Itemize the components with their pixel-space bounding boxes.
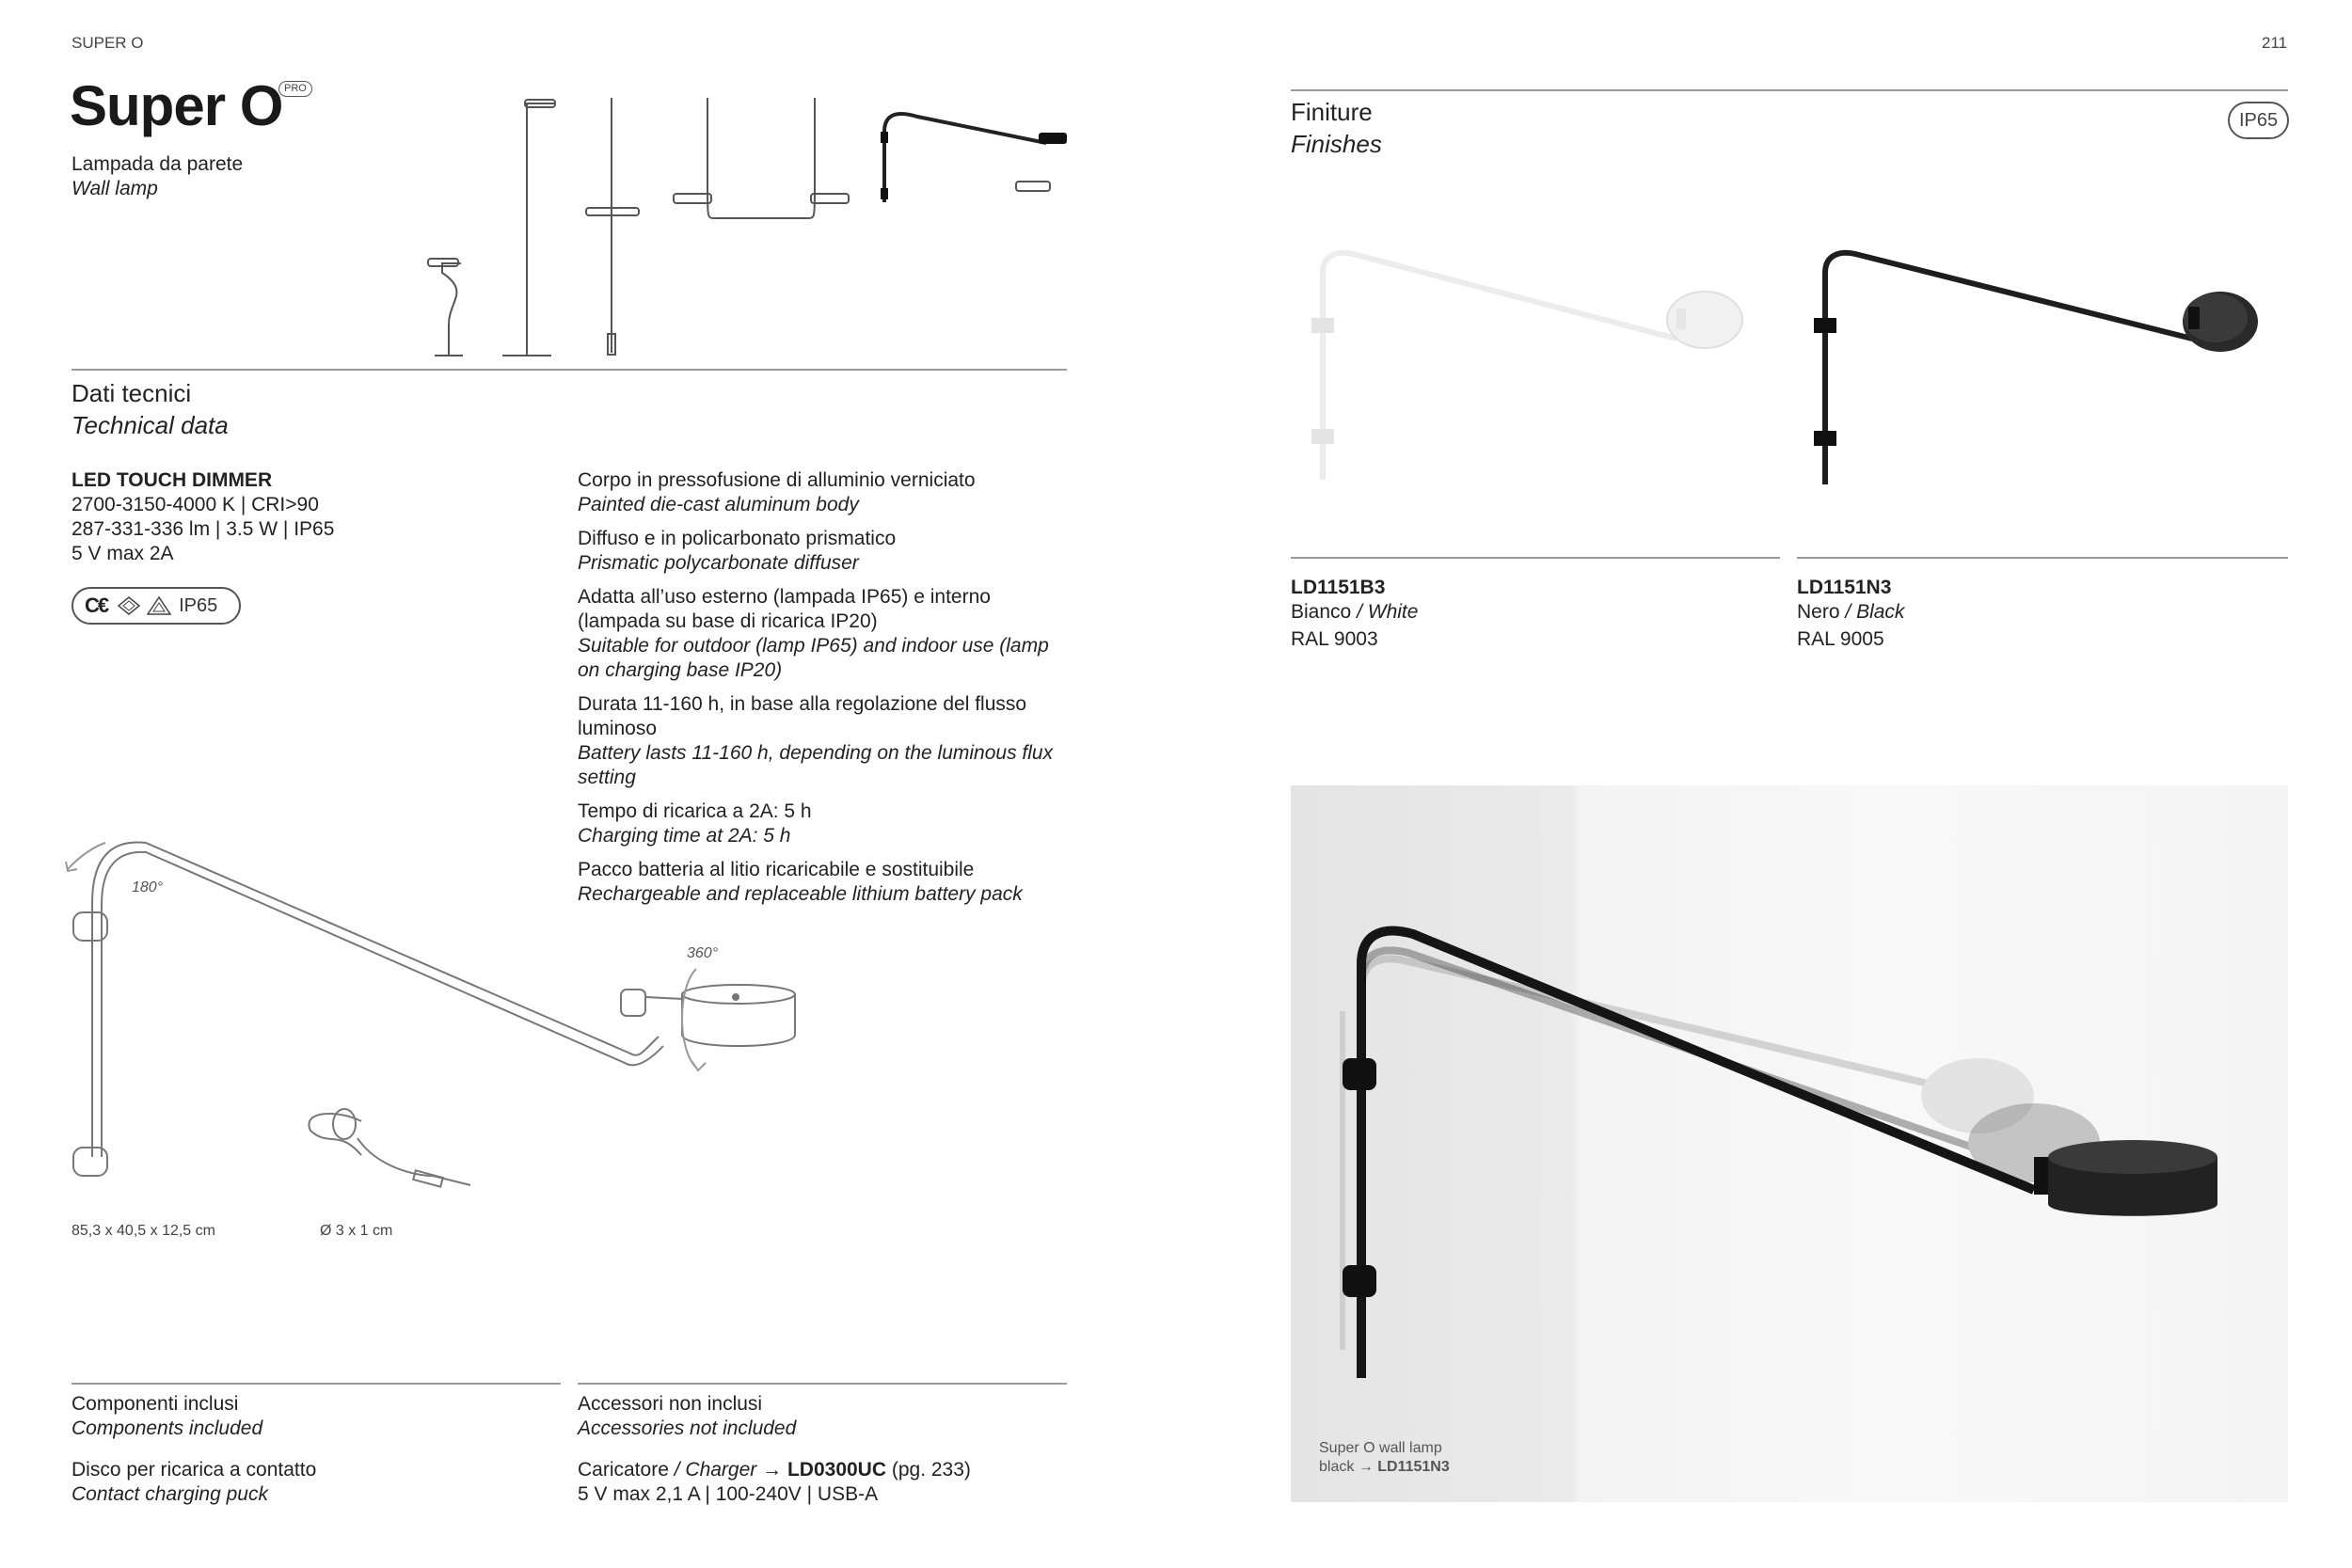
accessories-title-it: Accessori non inclusi xyxy=(578,1393,763,1415)
certification-badge xyxy=(72,587,241,625)
feature-item: Diffuso e in policarbonato prismatico Prismatic polycarbonate diffuser xyxy=(578,528,897,574)
component-item-en: Contact charging puck xyxy=(72,1483,268,1505)
photo-lamp-render xyxy=(1291,785,2288,1502)
led-specs xyxy=(72,468,542,566)
finish-code: LD1151N3 xyxy=(1797,577,1892,598)
angle-arm-label: 180° xyxy=(132,879,164,895)
photo-caption xyxy=(1319,1439,1450,1477)
spec-line: 5 V max 2A xyxy=(72,543,174,564)
page-reference: (pg. 233) xyxy=(891,1459,971,1481)
finish-white xyxy=(1291,576,1418,652)
finish-black xyxy=(1797,576,1904,652)
led-label: LED TOUCH DIMMER xyxy=(72,469,273,491)
feature-item: Corpo in pressofusione di alluminio verniciato Painted die-cast aluminum body xyxy=(578,469,976,515)
black-finish-image xyxy=(1797,245,2286,489)
feature-item: Durata 11-160 h, in base alla regolazione del flusso luminoso Battery lasts 11-160 h, depending on the luminous flux setting xyxy=(578,693,1054,788)
product-title: Super O xyxy=(70,74,283,137)
charger-code: LD0300UC xyxy=(787,1459,887,1481)
accessories-section xyxy=(578,1392,1067,1507)
finish-code: LD1151B3 xyxy=(1291,577,1386,598)
divider-finish-black xyxy=(1797,557,2288,559)
divider-technical xyxy=(72,369,1067,371)
finish-color: Bianco / White xyxy=(1291,601,1419,623)
finishes-title-en: Finishes xyxy=(1291,130,1382,158)
caption-code: LD1151N3 xyxy=(1377,1459,1450,1475)
caption-line: black → LD1151N3 xyxy=(1319,1459,1450,1475)
divider-finish-white xyxy=(1291,557,1780,559)
finish-color: Nero / Black xyxy=(1797,601,1905,623)
arrow-right-icon: → xyxy=(762,1459,783,1481)
pro-badge: PRO xyxy=(278,81,312,97)
accessories-title-en: Accessories not included xyxy=(578,1418,797,1439)
wall-lamp-drawing xyxy=(884,114,1046,202)
warning-triangle-icon xyxy=(147,595,171,616)
finishes-title-it: Finiture xyxy=(1291,98,1373,126)
technical-drawing xyxy=(56,828,903,1223)
spec-line: 2700-3150-4000 K | CRI>90 xyxy=(72,494,319,515)
finish-ral: RAL 9003 xyxy=(1291,628,1378,650)
double-pendant-drawing xyxy=(707,98,815,218)
tech-title-it: Dati tecnici xyxy=(72,379,192,407)
divider-components xyxy=(72,1383,561,1385)
spec-line: 287-331-336 lm | 3.5 W | IP65 xyxy=(72,518,335,540)
ambient-photo xyxy=(1291,785,2288,1502)
feature-item: Tempo di ricarica a 2A: 5 h Charging time at 2A: 5 h xyxy=(578,800,812,847)
ip-rating-badge: IP65 xyxy=(2228,102,2289,139)
running-title: SUPER O xyxy=(72,34,144,52)
finish-ral: RAL 9005 xyxy=(1797,628,1884,650)
feature-item: Pacco batteria al litio ricaricabile e sostituibile Rechargeable and replaceable lithium battery pack xyxy=(578,859,1023,905)
feature-item: Adatta all’uso esterno (lampada IP65) e interno (lampada su base di ricarica IP20) Suitable for outdoor (lamp IP65) and indoor use (lamp on charging base IP20) xyxy=(578,586,1049,681)
charger-line: Caricatore / Charger → LD0300UC (pg. 233) xyxy=(578,1459,971,1481)
charger-specs: 5 V max 2,1 A | 100-240V | USB-A xyxy=(578,1483,879,1505)
table-lamp-drawing xyxy=(435,263,463,356)
product-type-it: Lampada da parete xyxy=(72,153,244,175)
product-type-en: Wall lamp xyxy=(72,178,158,199)
lamp-dimensions: 85,3 x 40,5 x 12,5 cm xyxy=(72,1223,215,1239)
caption-line: Super O wall lamp xyxy=(1319,1440,1442,1456)
cert-ip-rating: IP65 xyxy=(179,594,218,616)
components-section xyxy=(72,1392,561,1507)
page-number: 211 xyxy=(2262,34,2288,52)
floor-lamp-drawing xyxy=(502,103,555,356)
tech-title-en: Technical data xyxy=(72,411,229,439)
divider-finishes xyxy=(1291,89,2288,91)
white-finish-image xyxy=(1291,245,1780,489)
class-iii-icon xyxy=(117,595,141,616)
arrow-right-icon: → xyxy=(1358,1459,1374,1475)
component-item-it: Disco per ricarica a contatto xyxy=(72,1459,317,1481)
components-title-en: Components included xyxy=(72,1418,263,1439)
ce-mark-icon: C€ xyxy=(85,594,108,617)
angle-head-label: 360° xyxy=(687,945,719,961)
divider-accessories xyxy=(578,1383,1067,1385)
puck-dimensions: Ø 3 x 1 cm xyxy=(320,1223,393,1239)
components-title-it: Componenti inclusi xyxy=(72,1393,239,1415)
